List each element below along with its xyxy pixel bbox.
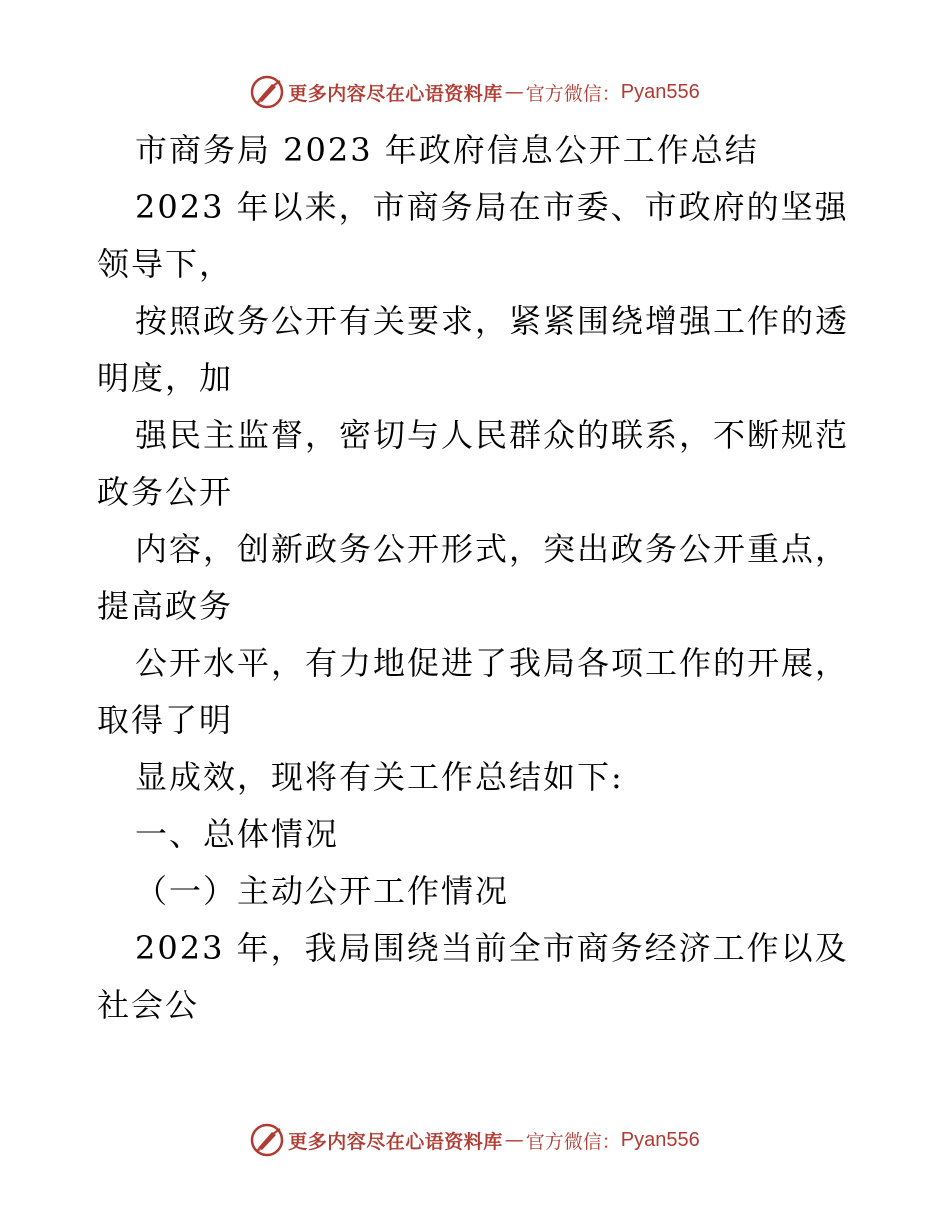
document-title: 市商务局 2023 年政府信息公开工作总结 bbox=[135, 131, 759, 169]
paragraph-line: 显成效，现将有关工作总结如下: bbox=[135, 758, 624, 796]
paragraph-line: 按照政务公开有关要求，紧紧围绕增强工作的透 bbox=[135, 302, 850, 340]
quill-pen-logo-icon bbox=[250, 1123, 284, 1157]
paragraph-line: 明度，加 bbox=[97, 359, 234, 397]
banner-wechat-id: Pyan556 bbox=[620, 80, 700, 103]
paragraph-line: 强民主监督，密切与人民群众的联系，不断规范 bbox=[135, 416, 850, 454]
paragraph-line: 2023 年以来，市商务局在市委、市政府的坚强 bbox=[135, 188, 849, 226]
paragraph-line: 2023 年，我局围绕当前全市商务经济工作以及 bbox=[135, 929, 849, 967]
quill-pen-logo-icon bbox=[250, 75, 284, 109]
banner-wechat-label: 官方微信： bbox=[525, 82, 621, 105]
document-body bbox=[97, 122, 857, 1034]
paragraph-line: 领导下， bbox=[97, 245, 234, 283]
paragraph-line: 政务公开 bbox=[97, 473, 234, 511]
banner-main-text: 更多内容尽在心语资料库 bbox=[288, 82, 503, 105]
banner-dash: — bbox=[504, 1129, 524, 1151]
banner-wechat-id: Pyan556 bbox=[620, 1128, 700, 1151]
banner-main-text: 更多内容尽在心语资料库 bbox=[288, 1130, 503, 1153]
subsection-heading: （一）主动公开工作情况 bbox=[135, 872, 510, 910]
paragraph-line: 内容，创新政务公开形式，突出政务公开重点， bbox=[135, 530, 850, 568]
paragraph-line: 公开水平，有力地促进了我局各项工作的开展， bbox=[135, 644, 850, 682]
paragraph-line: 取得了明 bbox=[97, 701, 234, 739]
section-heading: 一、总体情况 bbox=[135, 815, 340, 853]
paragraph-line: 社会公 bbox=[97, 986, 200, 1024]
footer-banner bbox=[0, 1120, 950, 1160]
header-banner bbox=[0, 72, 950, 112]
paragraph-line: 提高政务 bbox=[97, 587, 234, 625]
banner-dash: — bbox=[504, 81, 524, 103]
banner-wechat-label: 官方微信： bbox=[525, 1130, 621, 1153]
